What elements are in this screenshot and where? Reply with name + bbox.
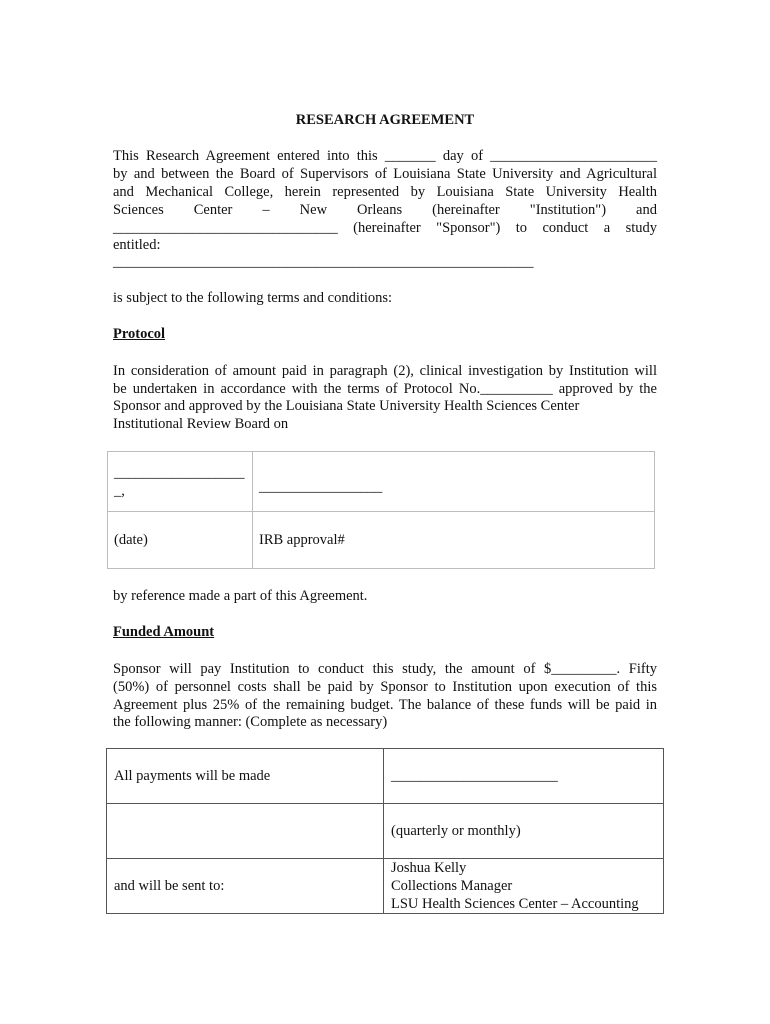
intro-line-3: and Mechanical College, herein represented by Louisiana State University Health <box>113 184 657 200</box>
irb-approval-label-cell <box>253 512 655 569</box>
intro-line-4: Sciences Center – New Orleans (hereinafter "Institution") and <box>113 202 657 218</box>
irb-blank-row <box>108 452 655 512</box>
terms-intro: is subject to the following terms and conditions: <box>113 290 393 306</box>
funded-line-1: Sponsor will pay Institution to conduct this study, the amount of $_________. Fifty <box>113 661 657 677</box>
payment-row-3 <box>107 859 664 914</box>
funded-line-3: Agreement plus 25% of the remaining budget. The balance of these funds will be paid in <box>113 697 657 713</box>
irb-approval-blank: _________________ <box>259 479 383 495</box>
payment-address-cell <box>384 859 664 914</box>
irb-date-label-cell <box>108 512 253 569</box>
intro-line-1: This Research Agreement entered into this _______ day of _______________________ <box>113 148 657 164</box>
protocol-line-3: Sponsor and approved by the Louisiana State University Health Sciences Center <box>113 398 580 414</box>
payment-table <box>106 748 664 914</box>
document-title: RESEARCH AGREEMENT <box>295 112 475 128</box>
payment-row-2 <box>107 804 664 859</box>
intro-line-5: _______________________________ (hereinafter "Sponsor") to conduct a study <box>113 220 657 236</box>
recipient-name: Joshua Kelly <box>391 860 467 876</box>
protocol-line-1: In consideration of amount paid in paragraph (2), clinical investigation by Institution will <box>113 363 657 379</box>
intro-line-2: by and between the Board of Supervisors of Louisiana State University and Agricultural <box>113 166 657 182</box>
irb-date-label: (date) <box>114 531 148 548</box>
protocol-heading: Protocol <box>113 326 166 342</box>
irb-date-blank-cell <box>108 452 253 512</box>
irb-approval-table <box>107 451 655 569</box>
payment-row3-label-cell <box>107 859 384 914</box>
payment-row2-empty-cell <box>107 804 384 859</box>
funded-line-4: the following manner: (Complete as necessary) <box>113 714 388 730</box>
funded-line-2: (50%) of personnel costs shall be paid by Sponsor to Institution upon execution of this <box>113 679 657 695</box>
payment-schedule-label: All payments will be made <box>114 767 271 784</box>
funded-amount-heading: Funded Amount <box>113 624 215 640</box>
irb-label-row <box>108 512 655 569</box>
irb-approval-blank-cell <box>253 452 655 512</box>
payment-row1-value-cell <box>384 749 664 804</box>
payment-row1-label-cell <box>107 749 384 804</box>
reference-line: by reference made a part of this Agreement. <box>113 588 368 604</box>
recipient-title: Collections Manager <box>391 878 513 894</box>
irb-date-blank-1: __________________ <box>114 464 245 481</box>
payment-schedule-blank: _______________________ <box>391 767 558 784</box>
irb-date-blank-2: _, <box>114 482 125 499</box>
recipient-department: LSU Health Sciences Center – Accounting <box>391 896 639 912</box>
payment-recipient-label: and will be sent to: <box>114 877 225 894</box>
payment-row-1 <box>107 749 664 804</box>
protocol-line-4: Institutional Review Board on <box>113 416 289 432</box>
study-title-blank: __________________________________________________________ <box>113 254 534 270</box>
intro-line-6: entitled: <box>113 237 161 253</box>
irb-approval-label: IRB approval# <box>259 531 345 548</box>
payment-frequency-hint: (quarterly or monthly) <box>391 822 521 839</box>
payment-row2-value-cell <box>384 804 664 859</box>
protocol-line-2: be undertaken in accordance with the terms of Protocol No.__________ approved by the <box>113 381 657 397</box>
